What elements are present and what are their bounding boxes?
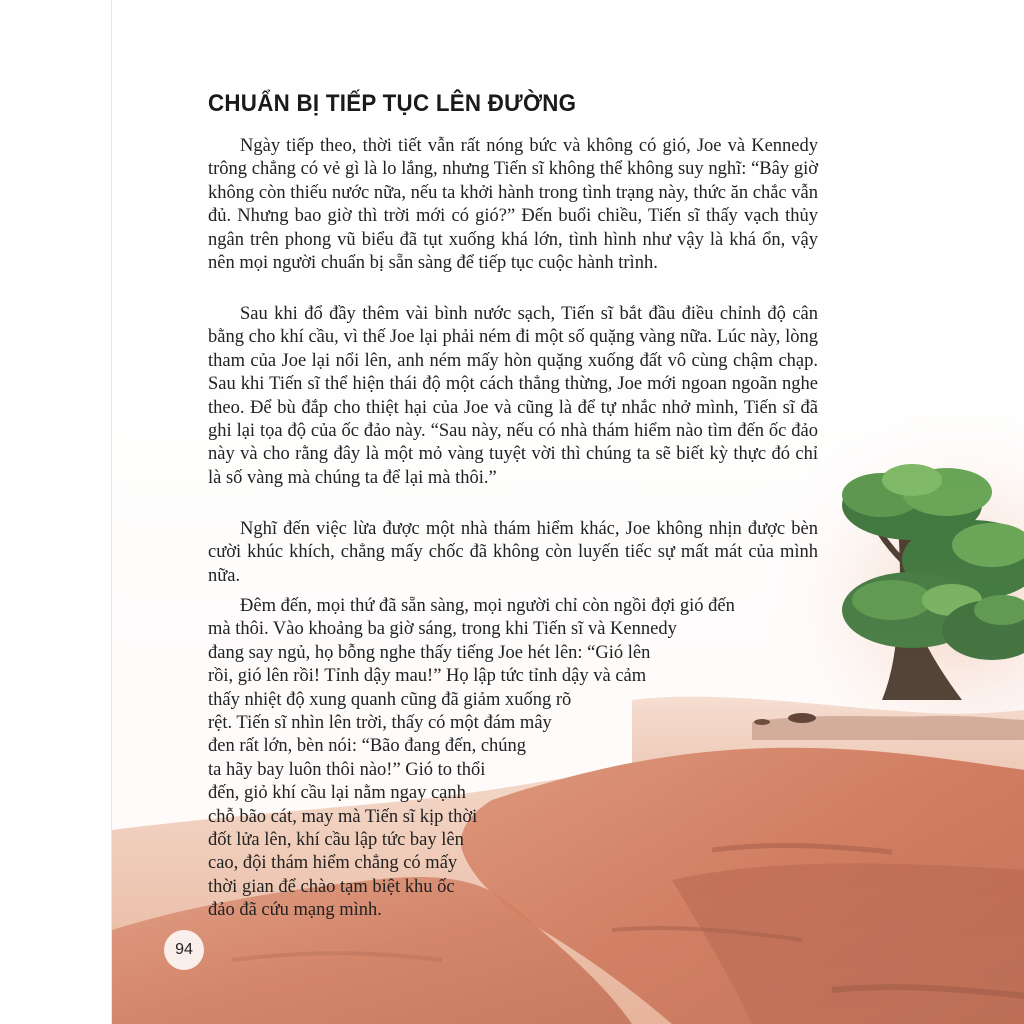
paragraph-4-line: đen rất lớn, bèn nói: “Bão đang đến, chúng xyxy=(208,736,527,757)
book-page xyxy=(111,0,1024,1024)
paragraph-4-line: đến, giỏ khí cầu lại nằm ngay cạnh xyxy=(208,783,466,804)
paragraph-4 xyxy=(208,595,818,923)
paragraph-4-line: đốt lửa lên, khí cầu lập tức bay lên xyxy=(208,830,464,851)
paragraph-4-line: thời gian để chào tạm biệt khu ốc xyxy=(208,876,455,897)
paragraph-4-line: thấy nhiệt độ xung quanh cũng đã giảm xuống rõ xyxy=(208,689,572,710)
paragraph-4-line: mà thôi. Vào khoảng ba giờ sáng, trong khi Tiến sĩ và Kennedy xyxy=(208,619,677,640)
chapter-title: CHUẨN BỊ TIẾP TỤC LÊN ĐƯỜNG xyxy=(208,90,577,117)
paragraph-4-line: Đêm đến, mọi thứ đã sẵn sàng, mọi người chỉ còn ngồi đợi gió đến xyxy=(240,596,735,616)
paragraph-4-line: rồi, gió lên rồi! Tỉnh dậy mau!” Họ lập tức tỉnh dậy và cảm xyxy=(208,666,647,687)
paragraph-4-line: chỗ bão cát, may mà Tiến sĩ kịp thời xyxy=(208,806,478,827)
paragraph-4-line: rệt. Tiến sĩ nhìn lên trời, thấy có một đám mây xyxy=(208,713,552,734)
paragraph-2: Sau khi đổ đầy thêm vài bình nước sạch, Tiến sĩ bắt đầu điều chỉnh độ cân bằng cho khí cầu, vì thế Joe lại phải ném đi một số quặng vàng nữa. Lúc này, lòng tham của Joe lại nổi lên, anh ném mấy hòn quặng xuống đất vô cùng chậm chạp. Sau khi Tiến sĩ thể hiện thái độ một cách thẳng thừng, Joe mới ngoan ngoãn nghe theo. Để bù đắp cho thiệt hại của Joe và cũng là để tự nhắc nhở mình, Tiến sĩ đã ghi lại tọa độ của ốc đảo này. “Sau này, nếu có nhà thám hiểm nào tìm đến ốc đảo này và cho rằng đây là một mỏ vàng tuyệt vời thì chúng ta sẽ biết kỳ thực đó chỉ là số vàng mà chúng ta để lại mà thôi.” xyxy=(208,304,818,488)
paragraph-4-line: đang say ngủ, họ bỗng nghe thấy tiếng Joe hét lên: “Gió lên xyxy=(208,642,651,663)
page-number: 94 xyxy=(164,930,204,970)
paragraph-4-line: ta hãy bay luôn thôi nào!” Gió to thổi xyxy=(208,759,486,780)
paragraph-4-line: cao, đội thám hiểm chẳng có mấy xyxy=(208,853,458,874)
paragraph-1: Ngày tiếp theo, thời tiết vẫn rất nóng bức và không có gió, Joe và Kennedy trông chẳng có vẻ gì là lo lắng, nhưng Tiến sĩ không thể không suy nghĩ: “Bây giờ không còn thiếu nước nữa, nếu ta khởi hành trong tình trạng này, thức ăn chắc vẫn đủ. Nhưng bao giờ thì trời mới có gió?” Đến buổi chiều, Tiến sĩ thấy vạch thủy ngân trên phong vũ biểu đã tụt xuống khá lớn, tình hình như vậy là khá ổn, vậy nên mọi người chuẩn bị sẵn sàng để tiếp tục cuộc hành trình. xyxy=(208,136,818,274)
paragraph-4-line: đảo đã cứu mạng mình. xyxy=(208,900,382,921)
paragraph-3: Nghĩ đến việc lừa được một nhà thám hiểm khác, Joe không nhịn được bèn cười khúc khích, chẳng mấy chốc đã không còn luyến tiếc sự mất mát của mình nữa. xyxy=(208,519,818,586)
